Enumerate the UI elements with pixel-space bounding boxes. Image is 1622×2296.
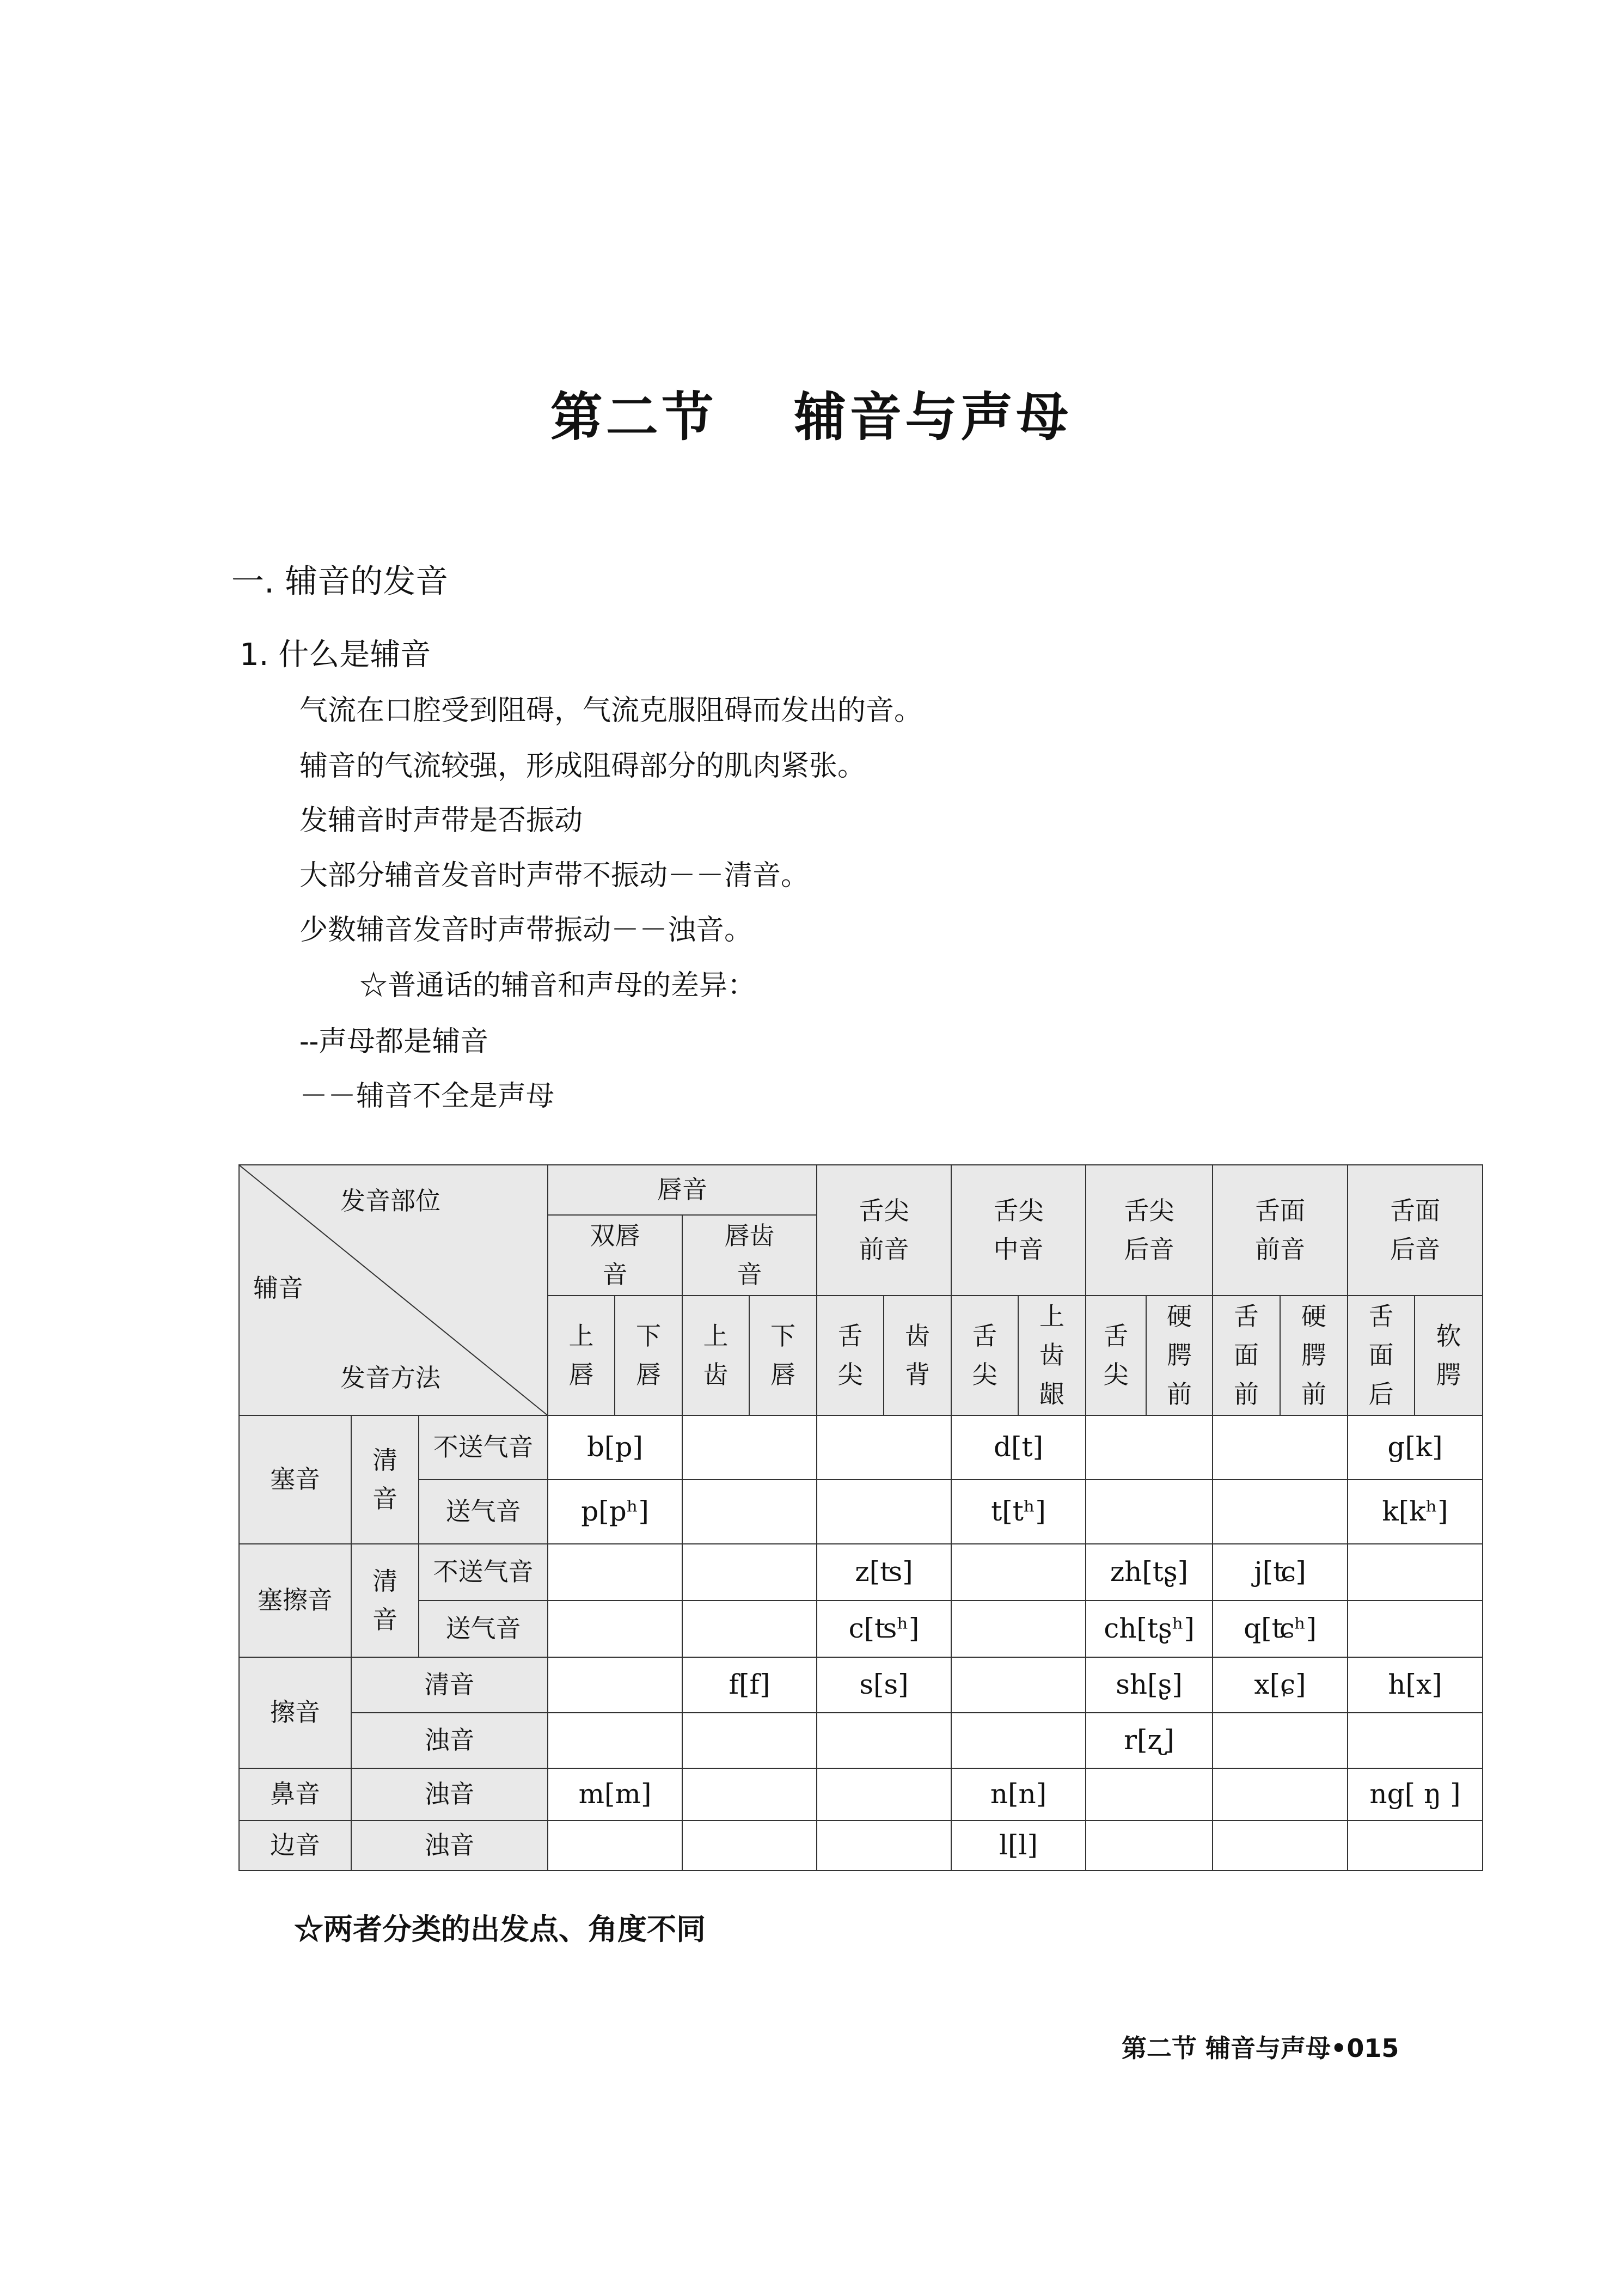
articulator-header: 上 齿 龈 [1018, 1296, 1086, 1415]
consonant-cell [951, 1713, 1086, 1768]
summary-note: ☆两者分类的出发点、角度不同 [294, 1912, 706, 1946]
consonant-cell [548, 1821, 682, 1871]
articulator-header: 舌 面 前 [1213, 1296, 1280, 1415]
subsection-heading: 1. 什么是辅音 [240, 637, 431, 673]
voicing-label: 浊音 [351, 1768, 548, 1821]
place-header: 唇音 [548, 1165, 817, 1215]
consonant-cell: h[x] [1348, 1657, 1483, 1713]
place-header: 舌尖 后音 [1086, 1165, 1213, 1296]
manner-label: 边音 [239, 1821, 351, 1871]
consonant-cell [548, 1601, 682, 1657]
articulator-header: 下 唇 [749, 1296, 817, 1415]
consonant-cell [682, 1821, 817, 1871]
consonant-cell [951, 1544, 1086, 1601]
consonant-cell [548, 1657, 682, 1713]
consonant-cell: z[ʦ] [817, 1544, 951, 1601]
corner-label-consonant: 辅音 [253, 1273, 303, 1303]
place-header: 舌尖 中音 [951, 1165, 1086, 1296]
articulator-header: 硬 腭 前 [1146, 1296, 1213, 1415]
consonant-cell [951, 1601, 1086, 1657]
place-header: 舌面 前音 [1213, 1165, 1348, 1296]
body-line: ☆普通话的辅音和声母的差异： [359, 969, 756, 1002]
body-line: --声母都是辅音 [299, 1025, 489, 1058]
consonant-cell: t[tʰ] [951, 1480, 1086, 1544]
consonant-cell [1348, 1713, 1483, 1768]
consonant-cell: ch[tʂʰ] [1086, 1601, 1213, 1657]
table-row [239, 1713, 1483, 1768]
consonant-cell [682, 1713, 817, 1768]
consonant-cell: f[f] [682, 1657, 817, 1713]
consonant-cell [817, 1415, 951, 1480]
corner-label-manner: 发音方法 [340, 1363, 440, 1393]
consonant-cell [1213, 1713, 1348, 1768]
articulator-header: 舌 尖 [951, 1296, 1018, 1415]
page-title: 第二节 辅音与声母 [550, 386, 1072, 448]
consonant-cell [1086, 1821, 1213, 1871]
consonant-cell: r[ʐ] [1086, 1713, 1213, 1768]
consonant-cell [817, 1768, 951, 1821]
consonant-cell: p[pʰ] [548, 1480, 682, 1544]
consonant-cell [1348, 1601, 1483, 1657]
consonant-cell [1213, 1768, 1348, 1821]
consonant-cell: sh[ʂ] [1086, 1657, 1213, 1713]
corner-label-place: 发音部位 [340, 1186, 440, 1216]
consonant-cell [951, 1657, 1086, 1713]
aspiration-label: 不送气音 [419, 1544, 548, 1601]
consonant-cell [817, 1713, 951, 1768]
articulator-header: 上 唇 [548, 1296, 615, 1415]
consonant-cell [1213, 1480, 1348, 1544]
voicing-label: 清音 [351, 1657, 548, 1713]
consonant-cell [1213, 1415, 1348, 1480]
table-row [239, 1657, 1483, 1713]
consonant-cell: s[s] [817, 1657, 951, 1713]
table-row [239, 1480, 1483, 1544]
table-row [239, 1544, 1483, 1601]
consonant-cell [682, 1544, 817, 1601]
table-row [239, 1768, 1483, 1821]
table-corner [239, 1165, 548, 1415]
consonant-cell [548, 1713, 682, 1768]
consonant-cell: x[ɕ] [1213, 1657, 1348, 1713]
body-line: －－辅音不全是声母 [299, 1080, 555, 1113]
consonant-cell [682, 1768, 817, 1821]
lip-subheader: 双唇 音 [548, 1215, 682, 1296]
consonant-cell: c[ʦʰ] [817, 1601, 951, 1657]
consonant-cell: d[t] [951, 1415, 1086, 1480]
page-footer: 第二节 辅音与声母•015 [1122, 2034, 1399, 2063]
consonant-cell: n[n] [951, 1768, 1086, 1821]
articulator-header: 软 腭 [1415, 1296, 1483, 1415]
aspiration-label: 不送气音 [419, 1415, 548, 1480]
consonant-cell [1086, 1768, 1213, 1821]
table-row [239, 1601, 1483, 1657]
table-row [239, 1415, 1483, 1480]
consonant-cell [1086, 1415, 1213, 1480]
consonant-cell: m[m] [548, 1768, 682, 1821]
lip-subheader: 唇齿 音 [682, 1215, 817, 1296]
consonant-cell [548, 1544, 682, 1601]
consonant-cell [1348, 1544, 1483, 1601]
body-line: 发辅音时声带是否振动 [299, 804, 583, 837]
articulator-header: 上 齿 [682, 1296, 749, 1415]
place-header: 舌面 后音 [1348, 1165, 1483, 1296]
consonant-cell [1086, 1480, 1213, 1544]
manner-label: 擦音 [239, 1657, 351, 1768]
consonant-cell [817, 1480, 951, 1544]
consonant-cell [682, 1480, 817, 1544]
body-line: 气流在口腔受到阻碍，气流克服阻碍而发出的音。 [299, 694, 923, 727]
consonant-cell [817, 1821, 951, 1871]
consonant-cell [1213, 1821, 1348, 1871]
voicing-label: 清 音 [351, 1415, 419, 1544]
consonant-cell [1348, 1821, 1483, 1871]
articulator-header: 下 唇 [615, 1296, 682, 1415]
consonant-cell: l[l] [951, 1821, 1086, 1871]
place-header: 舌尖 前音 [817, 1165, 951, 1296]
consonant-cell [682, 1415, 817, 1480]
manner-label: 鼻音 [239, 1768, 351, 1821]
voicing-label: 浊音 [351, 1821, 548, 1871]
consonant-table [238, 1164, 1480, 1878]
voicing-label: 清 音 [351, 1544, 419, 1657]
articulator-header: 舌 尖 [1086, 1296, 1146, 1415]
consonant-cell: zh[tʂ] [1086, 1544, 1213, 1601]
voicing-label: 浊音 [351, 1713, 548, 1768]
articulator-header: 齿 背 [884, 1296, 951, 1415]
articulator-header: 舌 尖 [817, 1296, 884, 1415]
aspiration-label: 送气音 [419, 1480, 548, 1544]
manner-label: 塞音 [239, 1415, 351, 1544]
consonant-cell: ng[ ŋ ] [1348, 1768, 1483, 1821]
consonant-cell: q[ʨʰ] [1213, 1601, 1348, 1657]
articulator-header: 硬 腭 前 [1280, 1296, 1348, 1415]
body-line: 大部分辅音发音时声带不振动－－清音。 [299, 859, 810, 892]
consonant-cell: b[p] [548, 1415, 682, 1480]
aspiration-label: 送气音 [419, 1601, 548, 1657]
manner-label: 塞擦音 [239, 1544, 351, 1657]
table-row [239, 1821, 1483, 1871]
body-line: 少数辅音发音时声带振动－－浊音。 [299, 914, 753, 947]
consonant-cell [682, 1601, 817, 1657]
section-heading: 一. 辅音的发音 [231, 563, 449, 601]
consonant-cell: k[kʰ] [1348, 1480, 1483, 1544]
consonant-cell: j[ʨ] [1213, 1544, 1348, 1601]
body-line: 辅音的气流较强，形成阻碍部分的肌肉紧张。 [299, 750, 866, 783]
articulator-header: 舌 面 后 [1348, 1296, 1415, 1415]
consonant-cell: g[k] [1348, 1415, 1483, 1480]
